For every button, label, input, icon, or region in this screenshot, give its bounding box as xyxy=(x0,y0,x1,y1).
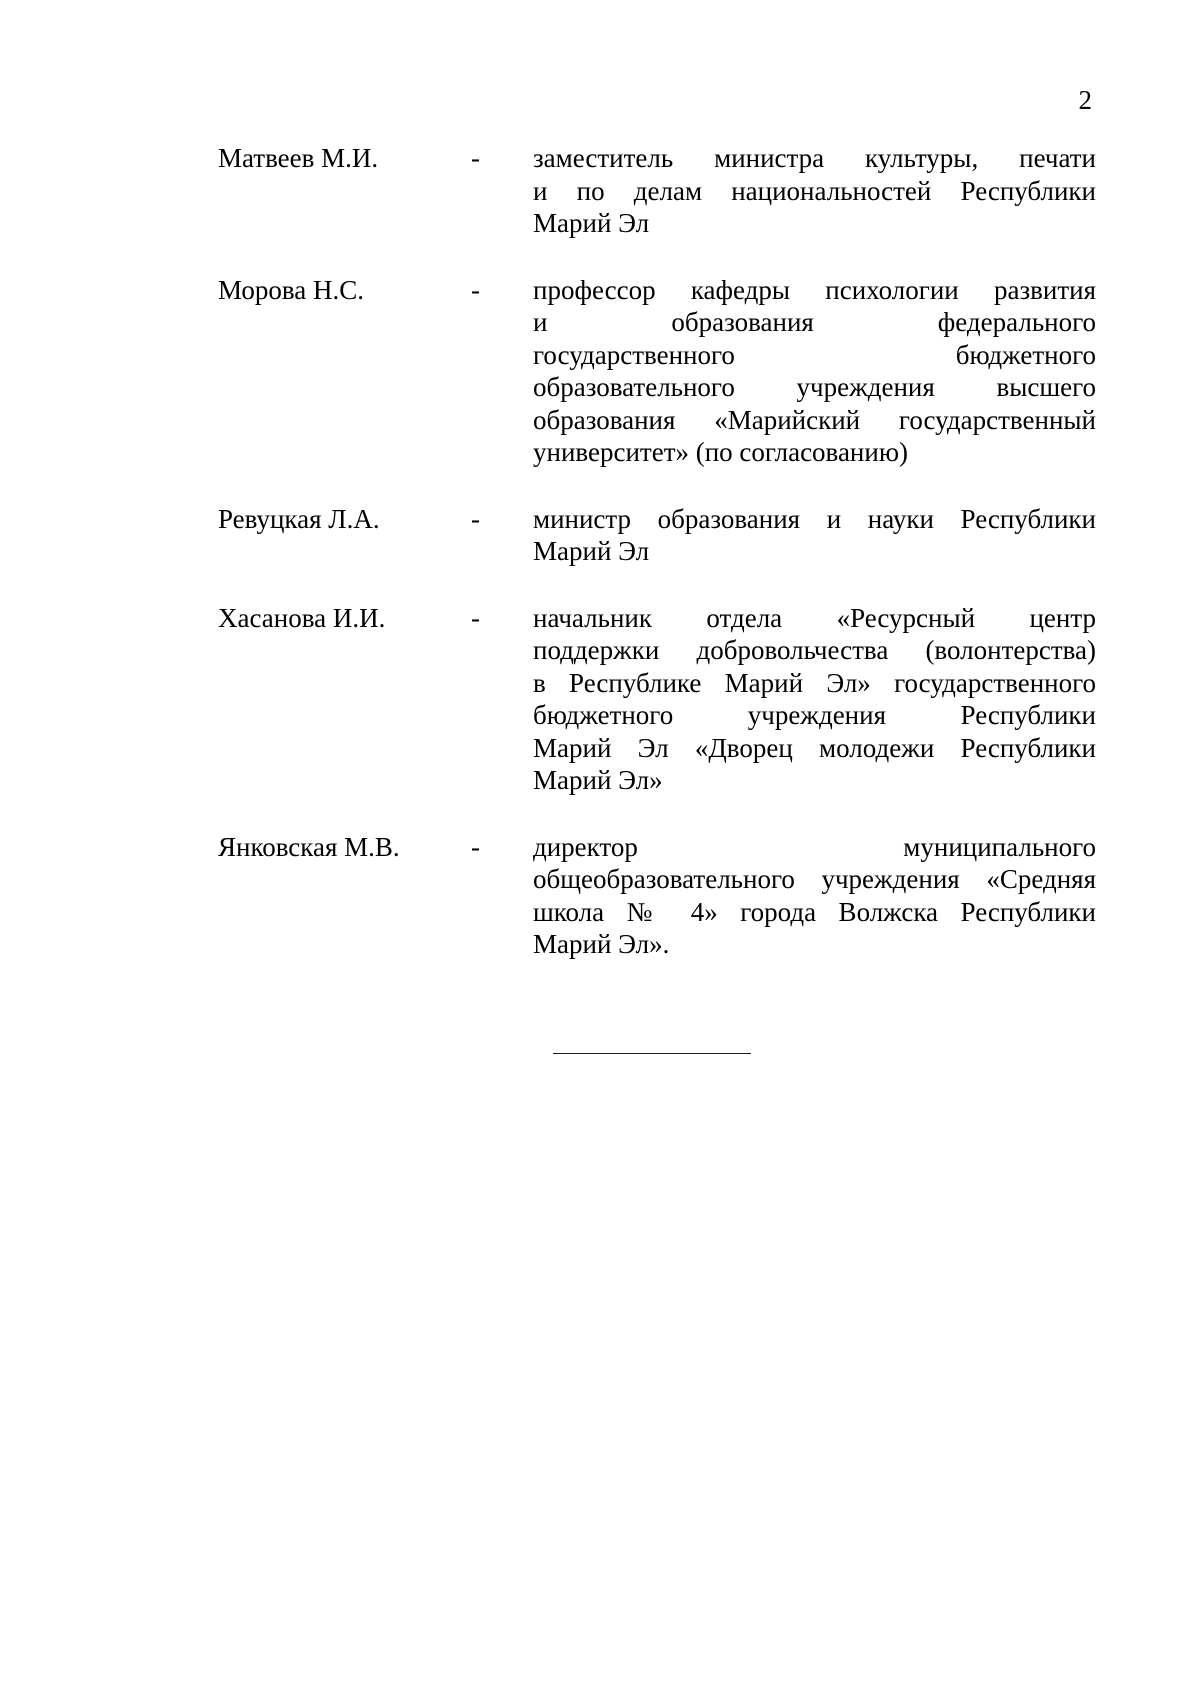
page-number: 2 xyxy=(1078,85,1092,115)
dash-separator: - xyxy=(471,831,480,862)
member-role xyxy=(533,831,1096,961)
member-role xyxy=(533,274,1096,469)
member-name: Ревуцкая Л.А. xyxy=(218,503,380,534)
dash-separator: - xyxy=(471,274,480,305)
member-name: Хасанова И.И. xyxy=(218,602,386,633)
role-line: Марий Эл». xyxy=(533,929,670,959)
role-line: и по делам национальностей Республики xyxy=(533,175,1096,206)
role-line: государственного бюджетного xyxy=(533,339,1096,370)
dash-separator: - xyxy=(471,503,480,534)
member-role xyxy=(533,142,1096,240)
member-role xyxy=(533,602,1096,797)
role-line: министр образования и науки Республики xyxy=(533,503,1096,534)
member-role xyxy=(533,503,1096,568)
role-line: заместитель министра культуры, печати xyxy=(533,143,1096,173)
list-item xyxy=(218,274,1096,469)
role-line: образования «Марийский государственный xyxy=(533,404,1096,435)
member-name: Янковская М.В. xyxy=(218,831,400,862)
role-line: Марий Эл» xyxy=(533,765,663,795)
role-line: профессор кафедры психологии развития xyxy=(533,274,1096,305)
role-line: и образования федерального xyxy=(533,307,1096,337)
role-line: Марий Эл xyxy=(533,208,650,238)
role-line: в Республике Марий Эл» государственного xyxy=(533,667,1096,698)
dash-separator: - xyxy=(471,602,480,633)
role-line: бюджетного учреждения Республики xyxy=(533,700,1096,730)
list-item xyxy=(218,142,1096,240)
role-line: директор муниципального xyxy=(533,831,1096,862)
list-item xyxy=(218,831,1096,961)
role-line: поддержки добровольчества (волонтерства) xyxy=(533,635,1096,665)
list-item xyxy=(218,602,1096,797)
dash-separator: - xyxy=(471,143,480,173)
role-line: Марий Эл «Дворец молодежи Республики xyxy=(533,732,1096,763)
member-name: Морова Н.С. xyxy=(218,274,364,305)
role-line: школа № 4» города Волжска Республики xyxy=(533,896,1096,927)
member-name: Матвеев М.И. xyxy=(218,143,379,173)
role-line: Марий Эл xyxy=(533,536,650,566)
members-list xyxy=(218,142,1096,995)
role-line: начальник отдела «Ресурсный центр xyxy=(533,602,1096,633)
role-line: образовательного учреждения высшего xyxy=(533,372,1096,402)
role-line: общеобразовательного учреждения «Средняя xyxy=(533,864,1096,894)
role-line: университет» (по согласованию) xyxy=(533,437,908,467)
list-item xyxy=(218,503,1096,568)
end-divider xyxy=(553,1053,751,1054)
